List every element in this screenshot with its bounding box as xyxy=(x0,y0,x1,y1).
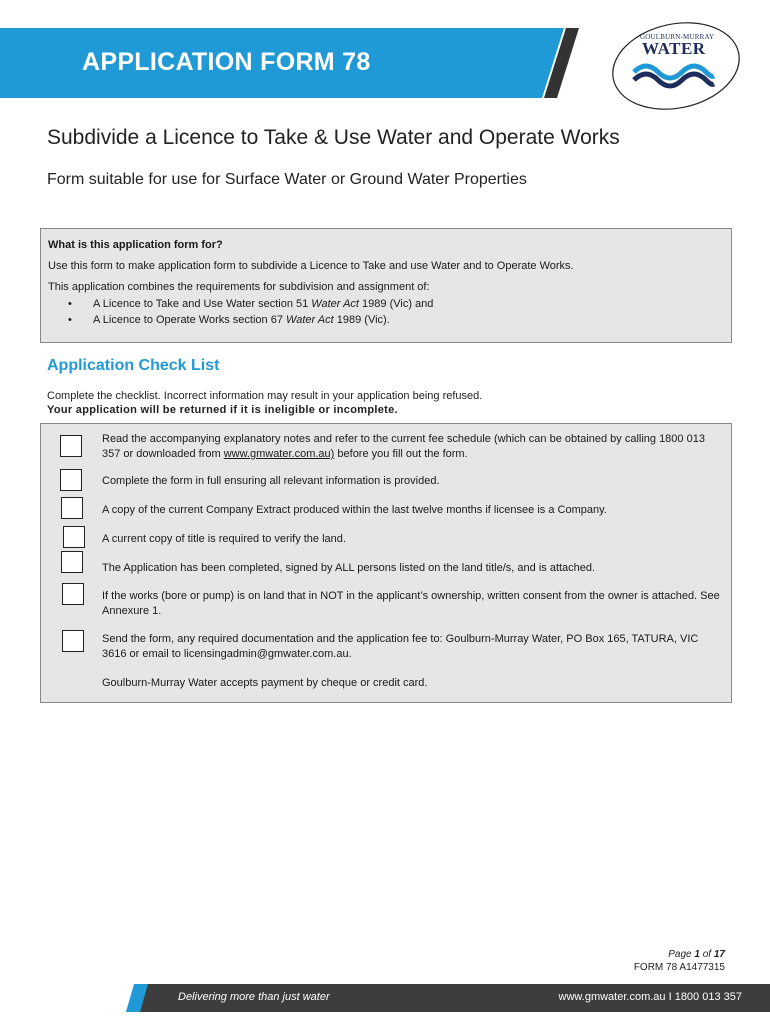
footer-tagline: Delivering more than just water xyxy=(178,991,330,1003)
info-bullet-list xyxy=(48,297,724,329)
checkbox[interactable] xyxy=(61,551,83,573)
checklist-warning: Your application will be returned if it is ineligible or incomplete. xyxy=(47,404,398,417)
checkbox[interactable] xyxy=(60,435,82,457)
info-paragraph-2: This application combines the requirements for subdivision and assignment of: xyxy=(48,280,430,293)
checklist-item-text: Complete the form in full ensuring all relevant information is provided. xyxy=(102,475,440,487)
checkbox[interactable] xyxy=(60,469,82,491)
form-title: APPLICATION FORM 78 xyxy=(82,48,371,76)
checkbox[interactable] xyxy=(61,497,83,519)
logo-main-text: WATER xyxy=(642,39,706,58)
footer-contact[interactable]: www.gmwater.com.au I 1800 013 357 xyxy=(558,991,742,1003)
checklist-item-text: Send the form, any required documentation and the application fee to: Goulburn-Murray Water, PO Box 165, TATURA, VIC 3616 or email to licensingadmin@gmwater.com.au. xyxy=(102,633,699,661)
checklist-heading: Application Check List xyxy=(47,357,220,374)
checkbox[interactable] xyxy=(62,630,84,652)
info-bullet: • A Licence to Operate Works section 67 Water Act 1989 (Vic). xyxy=(48,313,724,329)
checklist-item-text: A copy of the current Company Extract produced within the last twelve months if licensee is a Company. xyxy=(102,504,607,516)
checklist-item-text: If the works (bore or pump) is on land that in NOT in the applicant’s ownership, written consent from the owner is attached. See Annexure 1. xyxy=(102,590,720,618)
checklist-box xyxy=(40,423,732,703)
website-link[interactable]: www.gmwater.com.au) xyxy=(223,448,335,461)
logo-top-text: GOULBURN-MURRAY xyxy=(640,33,715,41)
document-subtitle: Form suitable for use for Surface Water or Ground Water Properties xyxy=(47,171,527,188)
checkbox[interactable] xyxy=(63,526,85,548)
info-box xyxy=(40,228,732,343)
form-reference: FORM 78 A1477315 xyxy=(633,961,725,973)
info-question: What is this application form for? xyxy=(48,239,223,251)
footer-bar xyxy=(0,984,770,1012)
checklist-intro xyxy=(47,389,482,418)
header-banner xyxy=(0,28,580,98)
page-number: Page 1 of 17 xyxy=(668,949,725,960)
gmw-logo xyxy=(604,18,744,112)
payment-note-text: Goulburn-Murray Water accepts payment by cheque or credit card. xyxy=(102,677,428,689)
info-paragraph-1: Use this form to make application form to subdivide a Licence to Take and use Water and to Operate Works. xyxy=(48,259,574,272)
checklist-item-text: Read the accompanying explanatory notes and refer to the current fee schedule (which can be obtained by calling 1800 013 357 or downloaded from www.gmwater.com.au) before you fill out the form. xyxy=(102,433,705,461)
checklist-intro-text: Complete the checklist. Incorrect information may result in your application being refused. xyxy=(47,390,483,402)
checklist-item-text: The Application has been completed, signed by ALL persons listed on the land title/s, and is attached. xyxy=(102,562,596,574)
checkbox[interactable] xyxy=(62,583,84,605)
page-info xyxy=(634,949,725,974)
checklist-item-text: A current copy of title is required to verify the land. xyxy=(102,533,346,545)
document-title: Subdivide a Licence to Take & Use Water and Operate Works xyxy=(47,126,620,149)
info-bullet: • A Licence to Take and Use Water section 51 Water Act 1989 (Vic) and xyxy=(48,297,724,313)
